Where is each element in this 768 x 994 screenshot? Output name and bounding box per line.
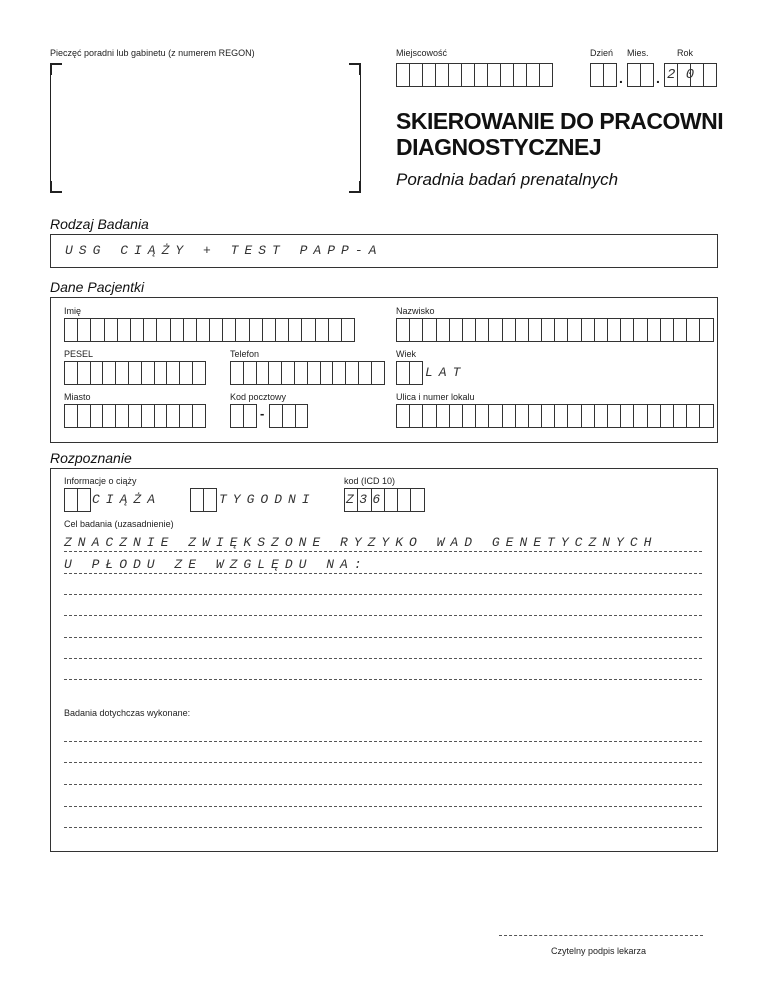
purpose-line1: ZNACZNIE ZWIĘKSZONE RYZYKO WAD GENETYCZNYCH [64, 535, 658, 550]
postal-code-part1[interactable] [230, 404, 257, 428]
postal-code-label: Kod pocztowy [230, 392, 287, 402]
pesel-label: PESEL [64, 349, 94, 359]
pesel-field[interactable] [64, 361, 206, 385]
pregnancy-word: CIĄŻA [92, 492, 162, 507]
stamp-border-left [50, 71, 51, 185]
last-name-field[interactable] [396, 318, 714, 342]
purpose-line[interactable] [64, 573, 702, 574]
purpose-line[interactable] [64, 615, 702, 616]
city-field[interactable] [64, 404, 206, 428]
purpose-line[interactable] [64, 594, 702, 595]
postal-code-part2[interactable] [269, 404, 308, 428]
date-separator: . [656, 70, 660, 86]
previous-exams-line[interactable] [64, 806, 702, 807]
form-title-line1: SKIEROWANIE DO PRACOWNI [396, 108, 724, 134]
purpose-line2: U PŁODU ZE WZGLĘDU NA: [64, 557, 368, 572]
city-label: Miasto [64, 392, 91, 402]
previous-exams-line[interactable] [64, 741, 702, 742]
stamp-label: Pieczęć poradni lub gabinetu (z numerem REGON) [50, 48, 255, 58]
age-field[interactable] [396, 361, 423, 385]
age-unit: LAT [425, 365, 467, 380]
purpose-line[interactable] [64, 658, 702, 659]
day-field[interactable] [590, 63, 617, 87]
year-label: Rok [677, 48, 694, 58]
form-title-line2: DIAGNOSTYCZNEJ [396, 134, 602, 160]
last-name-label: Nazwisko [396, 306, 435, 316]
form-subtitle: Poradnia badań prenatalnych [396, 170, 619, 189]
phone-label: Telefon [230, 349, 260, 359]
city-label: Miejscowość [396, 48, 448, 58]
first-name-field[interactable] [64, 318, 355, 342]
purpose-line[interactable] [64, 637, 702, 638]
patient-title: Dane Pacjentki [50, 279, 145, 295]
year-prefix: 2 0 [667, 67, 696, 83]
corner-mark [50, 63, 62, 75]
purpose-line[interactable] [64, 679, 702, 680]
previous-exams-label: Badania dotychczas wykonane: [64, 708, 191, 718]
first-name-label: Imię [64, 306, 82, 316]
weeks-word: TYGODNI [219, 492, 316, 507]
signature-label: Czytelny podpis lekarza [551, 946, 647, 956]
previous-exams-line[interactable] [64, 827, 702, 828]
previous-exams-line[interactable] [64, 784, 702, 785]
signature-line[interactable] [499, 935, 703, 936]
phone-field[interactable] [230, 361, 385, 385]
stamp-border-right [360, 71, 361, 185]
pregnancy-number-field[interactable] [64, 488, 91, 512]
day-label: Dzień [590, 48, 614, 58]
date-separator: . [619, 70, 623, 86]
purpose-line[interactable] [64, 551, 702, 552]
exam-type-value: USG CIĄŻY + TEST PAPP-A [65, 243, 383, 258]
exam-type-title: Rodzaj Badania [50, 216, 149, 232]
postal-code-separator: - [260, 406, 265, 421]
icd-label: kod (ICD 10) [344, 476, 396, 486]
weeks-field[interactable] [190, 488, 217, 512]
purpose-label: Cel badania (uzasadnienie) [64, 519, 174, 529]
pregnancy-info-label: Informacje o ciąży [64, 476, 137, 486]
icd-value: Z36 [346, 492, 386, 507]
corner-mark [50, 181, 62, 193]
stamp-area[interactable] [50, 63, 361, 193]
age-label: Wiek [396, 349, 416, 359]
previous-exams-line[interactable] [64, 762, 702, 763]
diagnosis-title: Rozpoznanie [50, 450, 132, 466]
month-label: Mies. [627, 48, 649, 58]
month-field[interactable] [627, 63, 654, 87]
street-label: Ulica i numer lokalu [396, 392, 475, 402]
street-field[interactable] [396, 404, 714, 428]
city-field[interactable] [396, 63, 553, 87]
